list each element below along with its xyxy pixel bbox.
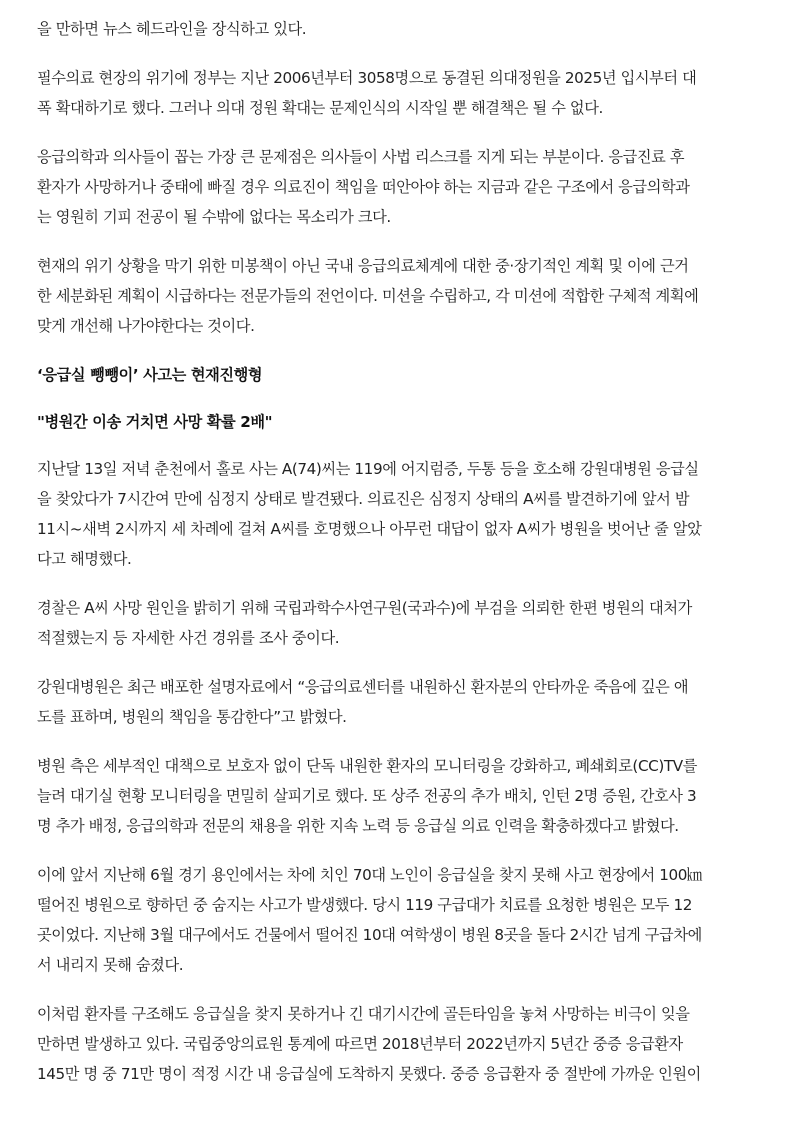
text-line: 는 영원히 기피 전공이 될 수밖에 없다는 목소리가 크다. — [37, 208, 391, 226]
text-line: 을 찾았다가 7시간여 만에 심정지 상태로 발견됐다. 의료진은 심정지 상태의 A씨를 발견하기에 앞서 밤 — [37, 490, 690, 508]
text-line: 명 추가 배정, 응급의학과 전문의 채용을 위한 지속 노력 등 응급실 의료 인력을 확충하겠다고 밝혔다. — [37, 817, 679, 835]
paragraph-3 — [37, 142, 759, 232]
text-line: 곳이었다. 지난해 3월 대구에서도 건물에서 떨어진 10대 여학생이 병원 8곳을 돌다 2시간 넘게 구급차에 — [37, 926, 702, 944]
text-line: 적절했는지 등 자세한 사건 경위를 조사 중이다. — [37, 629, 340, 647]
text-line: 을 만하면 뉴스 헤드라인을 장식하고 있다. — [37, 20, 307, 38]
text-line: 11시~새벽 2시까지 세 차례에 걸쳐 A씨를 호명했으나 아무런 대답이 없자 A씨가 병원을 벗어난 줄 알았 — [37, 520, 702, 538]
paragraph-9 — [37, 860, 759, 980]
article-body — [37, 14, 759, 1108]
text-line: 만하면 발생하고 있다. 국립중앙의료원 통계에 따르면 2018년부터 2022년까지 5년간 중증 응급환자 — [37, 1035, 683, 1053]
text-line: 병원 측은 세부적인 대책으로 보호자 없이 단독 내원한 환자의 모니터링을 강화하고, 폐쇄회로(CC)TV를 — [37, 757, 698, 775]
paragraph-4 — [37, 251, 759, 341]
text-line: 경찰은 A씨 사망 원인을 밝히기 위해 국립과학수사연구원(국과수)에 부검을 의뢰한 한편 병원의 대처가 — [37, 599, 692, 617]
text-line: 한 세분화된 계획이 시급하다는 전문가들의 전언이다. 미션을 수립하고, 각 미션에 적합한 구체적 계획에 — [37, 287, 699, 305]
paragraph-6 — [37, 593, 759, 653]
paragraph-2 — [37, 63, 759, 123]
text-line: 서 내리지 못해 숨졌다. — [37, 956, 184, 974]
text-line: 도를 표하며, 병원의 책임을 통감한다”고 밝혔다. — [37, 708, 347, 726]
text-line: 이에 앞서 지난해 6월 경기 용인에서는 차에 치인 70대 노인이 응급실을 찾지 못해 사고 현장에서 100㎞ — [37, 866, 702, 884]
paragraph-5 — [37, 454, 759, 574]
text-line: 응급의학과 의사들이 꼽는 가장 큰 문제점은 의사들이 사법 리스크를 지게 되는 부분이다. 응급진료 후 — [37, 148, 685, 166]
text-line: 필수의료 현장의 위기에 정부는 지난 2006년부터 3058명으로 동결된 의대정원을 2025년 입시부터 대 — [37, 69, 697, 87]
text-line: 맞게 개선해 나가야한다는 것이다. — [37, 317, 255, 335]
paragraph-8 — [37, 751, 759, 841]
text-line: 떨어진 병원으로 향하던 중 숨지는 사고가 발생했다. 당시 119 구급대가 치료를 요청한 병원은 모두 12 — [37, 896, 693, 914]
text-line: 강원대병원은 최근 배포한 설명자료에서 “응급의료센터를 내원하신 환자분의 안타까운 죽음에 깊은 애 — [37, 678, 689, 696]
paragraph-10 — [37, 999, 759, 1089]
text-line: 145만 명 중 71만 명이 적정 시간 내 응급실에 도착하지 못했다. 중증 응급환자 중 절반에 가까운 인원이 — [37, 1065, 701, 1083]
text-line: 이처럼 환자를 구조해도 응급실을 찾지 못하거나 긴 대기시간에 골든타임을 놓쳐 사망하는 비극이 잊을 — [37, 1005, 690, 1023]
text-line: 지난달 13일 저녁 춘천에서 홀로 사는 A(74)씨는 119에 어지럼증, 두통 등을 호소해 강원대병원 응급실 — [37, 460, 699, 478]
text-line: 현재의 위기 상황을 막기 위한 미봉책이 아닌 국내 응급의료체계에 대한 중·장기적인 계획 및 이에 근거 — [37, 257, 689, 275]
text-line: 환자가 사망하거나 중태에 빠질 경우 의료진이 책임을 떠안아야 하는 지금과 같은 구조에서 응급의학과 — [37, 178, 690, 196]
paragraph-7 — [37, 672, 759, 732]
text-line: 다고 해명했다. — [37, 550, 132, 568]
text-line: 폭 확대하기로 했다. 그러나 의대 정원 확대는 문제인식의 시작일 뿐 해결책은 될 수 없다. — [37, 99, 603, 117]
section-subheading: ‘응급실 뺑뺑이’ 사고는 현재진행형 — [37, 366, 263, 384]
section-subheading: "병원간 이송 거치면 사망 확률 2배" — [37, 413, 273, 431]
text-line: 늘려 대기실 현황 모니터링을 면밀히 살피기로 했다. 또 상주 전공의 추가 배치, 인턴 2명 증원, 간호사 3 — [37, 787, 697, 805]
paragraph-1 — [37, 14, 759, 44]
